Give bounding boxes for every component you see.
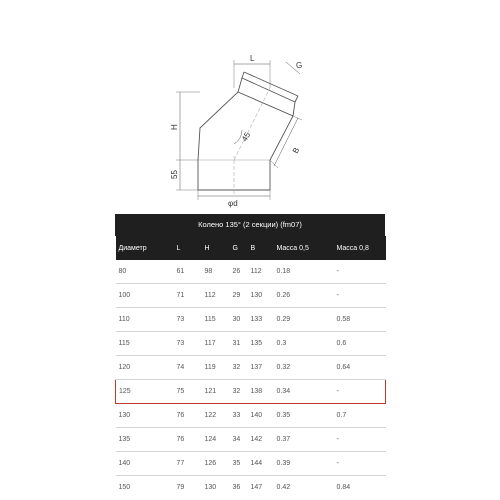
label-angle: 45 xyxy=(239,130,253,143)
collar-lip-left xyxy=(242,72,244,78)
table-row xyxy=(116,260,386,284)
cell-H: 115 xyxy=(202,308,230,332)
cell-B: 133 xyxy=(248,308,274,332)
collar-lip-right xyxy=(295,96,298,102)
cell-mass-08: - xyxy=(334,428,386,452)
technical-drawing xyxy=(150,48,350,208)
cell-diameter: 100 xyxy=(116,284,174,308)
cell-mass-05: 0.37 xyxy=(274,428,334,452)
header-diameter: Диаметр xyxy=(118,244,147,252)
cell-G: 34 xyxy=(230,428,248,452)
cell-L: 61 xyxy=(174,260,202,284)
cell-mass-05: 0.34 xyxy=(274,380,334,404)
table-title: Колено 135° (2 секции) (fm07) xyxy=(115,214,385,236)
cell-G: 33 xyxy=(230,404,248,428)
cell-L: 79 xyxy=(176,484,185,491)
table-row xyxy=(116,404,386,428)
cell-B: 138 xyxy=(248,380,274,404)
cell-L: 74 xyxy=(174,356,202,380)
label-L: L xyxy=(250,54,255,63)
cell-G: 32 xyxy=(230,356,248,380)
cell-G: 30 xyxy=(230,308,248,332)
spec-table-container xyxy=(115,214,385,499)
label-H: H xyxy=(170,124,179,130)
spec-table xyxy=(115,236,386,499)
cell-diameter: 130 xyxy=(116,404,174,428)
cell-H: 112 xyxy=(202,284,230,308)
cell-B: 147 xyxy=(250,484,263,491)
cell-mass-05: 0.42 xyxy=(276,484,291,491)
cell-B: 142 xyxy=(248,428,274,452)
cell-mass-05: 0.39 xyxy=(274,452,334,476)
header-B: B xyxy=(250,244,256,252)
cell-mass-08: - xyxy=(334,452,386,476)
cell-B: 140 xyxy=(248,404,274,428)
cell-mass-08: - xyxy=(334,284,386,308)
table-row xyxy=(116,284,386,308)
table-header-row xyxy=(116,236,386,260)
socket-collar xyxy=(238,78,295,116)
cell-G: 35 xyxy=(230,452,248,476)
dim-ext-B-bottom xyxy=(270,160,278,168)
cell-diameter: 120 xyxy=(116,356,174,380)
cell-mass-05: 0.18 xyxy=(274,260,334,284)
header-mass-05: Масса 0,5 xyxy=(276,244,309,252)
cell-L: 73 xyxy=(174,332,202,356)
dim-line-B xyxy=(274,118,298,166)
cell-mass-08: 0.64 xyxy=(334,356,386,380)
cell-diameter: 135 xyxy=(116,428,174,452)
collar-lip-top xyxy=(244,72,298,96)
table-row xyxy=(116,308,386,332)
label-d: φd xyxy=(228,199,238,208)
cell-mass-05: 0.35 xyxy=(274,404,334,428)
header-L: L xyxy=(176,244,181,252)
cell-diameter: 125 xyxy=(116,380,174,404)
cell-L: 77 xyxy=(174,452,202,476)
cell-L: 75 xyxy=(174,380,202,404)
label-G: G xyxy=(296,61,303,70)
cell-mass-08: 0.7 xyxy=(334,404,386,428)
cell-H: 121 xyxy=(202,380,230,404)
cell-B: 112 xyxy=(248,260,274,284)
table-row xyxy=(116,380,386,404)
cell-H: 130 xyxy=(204,484,217,491)
cell-diameter: 150 xyxy=(118,484,131,491)
cell-H: 124 xyxy=(202,428,230,452)
cell-diameter: 110 xyxy=(116,308,174,332)
cell-mass-08: - xyxy=(334,260,386,284)
header-G: G xyxy=(232,244,238,252)
upper-section-outline xyxy=(198,92,293,160)
cell-mass-05: 0.32 xyxy=(274,356,334,380)
cell-B: 130 xyxy=(248,284,274,308)
cell-B: 137 xyxy=(248,356,274,380)
cell-diameter: 140 xyxy=(116,452,174,476)
cell-L: 76 xyxy=(174,404,202,428)
center-line-angled xyxy=(234,88,270,160)
table-row xyxy=(116,428,386,452)
table-row xyxy=(116,476,386,500)
cell-H: 117 xyxy=(202,332,230,356)
cell-G: 32 xyxy=(230,380,248,404)
cell-diameter: 80 xyxy=(116,260,174,284)
label-55: 55 xyxy=(170,170,179,179)
cell-G: 26 xyxy=(230,260,248,284)
table-row xyxy=(116,356,386,380)
cell-G: 31 xyxy=(230,332,248,356)
header-H: H xyxy=(204,244,210,252)
cell-mass-05: 0.29 xyxy=(274,308,334,332)
cell-mass-05: 0.26 xyxy=(274,284,334,308)
cell-mass-08: 0.6 xyxy=(334,332,386,356)
cell-B: 135 xyxy=(248,332,274,356)
elbow-drawing-svg xyxy=(150,48,350,208)
cell-L: 71 xyxy=(174,284,202,308)
table-body xyxy=(116,260,386,499)
cell-H: 119 xyxy=(202,356,230,380)
cell-G: 36 xyxy=(232,484,241,491)
cell-H: 126 xyxy=(202,452,230,476)
label-B: B xyxy=(290,145,302,155)
cell-H: 98 xyxy=(202,260,230,284)
cell-L: 76 xyxy=(174,428,202,452)
cell-H: 122 xyxy=(202,404,230,428)
header-mass-08: Масса 0,8 xyxy=(336,244,369,252)
table-row xyxy=(116,332,386,356)
cell-B: 144 xyxy=(248,452,274,476)
table-row xyxy=(116,452,386,476)
cell-mass-08: 0.58 xyxy=(334,308,386,332)
cell-mass-08: - xyxy=(334,380,386,404)
cell-L: 73 xyxy=(174,308,202,332)
cell-G: 29 xyxy=(230,284,248,308)
cell-mass-08: 0.84 xyxy=(336,484,351,491)
cell-diameter: 115 xyxy=(116,332,174,356)
cell-mass-05: 0.3 xyxy=(274,332,334,356)
